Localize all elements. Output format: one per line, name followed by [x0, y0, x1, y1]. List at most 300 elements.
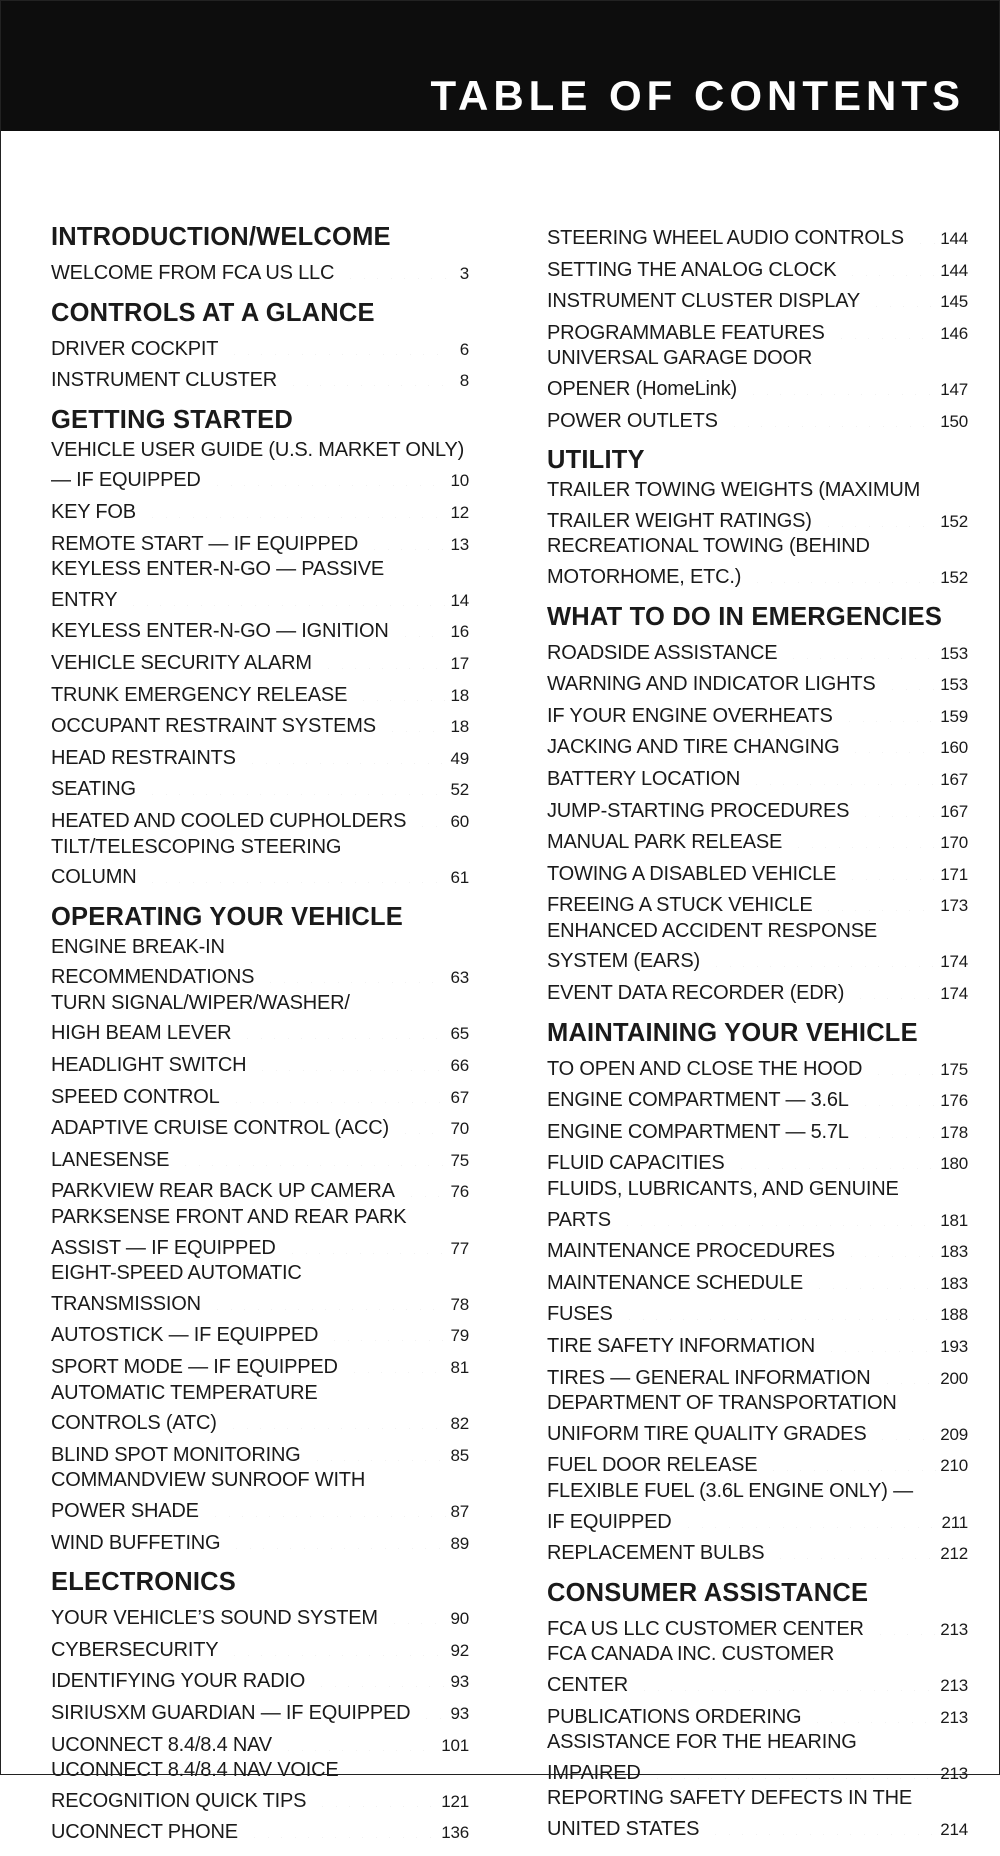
toc-entry[interactable] [547, 1082, 968, 1114]
entry-row [547, 1082, 968, 1114]
entry-row [51, 1695, 469, 1727]
entry-label-line: ENGINE COMPARTMENT — 3.6L [547, 1089, 849, 1112]
dot-leader [710, 943, 936, 967]
dot-leader [286, 1230, 447, 1254]
dot-leader [846, 856, 936, 880]
entry-label-line: ENGINE BREAK-IN [51, 935, 225, 958]
entry-label-line: WELCOME FROM FCA US LLC [51, 262, 335, 284]
toc-entry[interactable] [547, 1479, 968, 1535]
entry-row [51, 708, 469, 740]
page-number: 136 [441, 1823, 469, 1843]
entry-row [547, 729, 968, 761]
dot-leader [751, 559, 936, 583]
entry-row [51, 1493, 469, 1525]
dot-leader [682, 1504, 938, 1528]
dot-leader [709, 1811, 936, 1835]
entry-row [547, 1360, 968, 1392]
section-heading: CONSUMER ASSISTANCE [547, 1578, 869, 1607]
toc-entry[interactable] [547, 346, 968, 402]
dot-leader [146, 859, 446, 883]
toc-section [51, 1566, 469, 1846]
page-number: 150 [940, 411, 968, 431]
toc-entry[interactable] [547, 887, 968, 919]
dot-leader [849, 729, 936, 753]
page-number: 17 [450, 653, 469, 673]
entry-row [51, 1047, 469, 1079]
page-number: 81 [450, 1358, 469, 1377]
dot-leader [348, 1349, 447, 1373]
entry-row [51, 1142, 469, 1174]
dot-leader [859, 1114, 937, 1138]
toc-entry[interactable] [51, 1079, 469, 1111]
entry-row [51, 1437, 469, 1469]
toc-entry[interactable] [51, 494, 469, 526]
entry-row [51, 771, 469, 803]
page-number: 8 [459, 371, 469, 391]
page-number: 188 [940, 1305, 968, 1325]
dot-leader [813, 1265, 936, 1289]
page-number: 200 [940, 1368, 968, 1388]
toc-entry[interactable] [547, 1114, 968, 1146]
toc-entry[interactable] [51, 1349, 469, 1381]
page-number: 167 [940, 769, 968, 789]
dot-leader [146, 494, 447, 518]
entry-row [547, 1145, 968, 1177]
entry-row [547, 856, 968, 888]
toc-entry[interactable] [51, 331, 469, 363]
page-number: 153 [940, 643, 968, 663]
toc-entry[interactable] [51, 1758, 469, 1814]
entry-row [547, 371, 968, 403]
toc-entry[interactable] [547, 220, 968, 252]
toc-column-right [547, 220, 968, 1853]
entry-row [547, 943, 968, 975]
dot-leader [728, 403, 936, 427]
toc-entry[interactable] [51, 1142, 469, 1174]
entry-label-line: IF EQUIPPED [547, 1510, 672, 1533]
entry-label-line: MOTORHOME, ETC.) [547, 565, 742, 588]
entry-label-line: ASSISTANCE FOR THE HEARING [547, 1731, 857, 1754]
page-number: 87 [450, 1501, 469, 1521]
dot-leader [146, 771, 447, 795]
page-number: 183 [940, 1273, 968, 1293]
dot-leader [774, 1535, 936, 1559]
toc-entry[interactable] [547, 856, 968, 888]
page-number: 214 [940, 1819, 968, 1839]
dot-leader [822, 503, 937, 527]
entry-row [547, 559, 968, 591]
page-number: 144 [940, 229, 968, 248]
toc-entry[interactable] [547, 666, 968, 698]
entry-label-line: TRAILER TOWING WEIGHTS (MAXIMUM [547, 479, 921, 502]
entry-row [51, 803, 469, 835]
dot-leader [282, 1727, 437, 1751]
entry-row [547, 1811, 968, 1843]
toc-entry[interactable] [51, 1110, 469, 1142]
toc-entry[interactable] [547, 252, 968, 284]
dot-leader [211, 462, 447, 486]
dot-leader [405, 1173, 447, 1197]
dot-leader [420, 1695, 446, 1719]
page-number: 76 [450, 1182, 469, 1202]
entry-label-line: MAINTENANCE SCHEDULE [547, 1271, 804, 1294]
page-number: 52 [450, 780, 469, 800]
entry-label-line: BATTERY LOCATION [547, 767, 741, 790]
entry-label-line: WIND BUFFETING [51, 1531, 221, 1554]
toc-entry[interactable] [547, 1051, 968, 1083]
toc-entry[interactable] [51, 526, 469, 558]
entry-row [547, 1699, 968, 1731]
entry-label-line: POWER SHADE [51, 1499, 199, 1522]
page-number: 78 [450, 1294, 469, 1314]
entry-label-line: HEAD RESTRAINTS [51, 746, 236, 769]
entry-label-line: ENHANCED ACCIDENT RESPONSE [547, 919, 878, 942]
toc-entry[interactable] [51, 255, 469, 287]
toc-entry[interactable] [51, 1468, 469, 1524]
dot-leader [859, 793, 936, 817]
section-heading: UTILITY [547, 446, 645, 475]
dot-leader [735, 1145, 937, 1169]
toc-entry[interactable] [547, 975, 968, 1007]
toc-entry[interactable] [51, 1663, 469, 1695]
toc-entry[interactable] [547, 1611, 968, 1643]
toc-entry[interactable] [547, 1535, 968, 1567]
toc-entry[interactable] [51, 771, 469, 803]
entry-label-line: MAINTENANCE PROCEDURES [547, 1240, 835, 1263]
entry-row [51, 462, 469, 494]
toc-section [51, 221, 469, 287]
page-number: 121 [441, 1791, 469, 1811]
page-number: 211 [941, 1512, 968, 1532]
entry-row [547, 1416, 968, 1448]
entry-row [547, 975, 968, 1007]
entry-row [51, 362, 469, 394]
entry-label-line: PARKVIEW REAR BACK UP CAMERA [51, 1180, 395, 1203]
entry-label-line: TOWING A DISABLED VEHICLE [547, 862, 837, 885]
entry-row [547, 1328, 968, 1360]
toc-entry[interactable] [547, 729, 968, 761]
dot-leader [264, 959, 446, 983]
toc-entry[interactable] [547, 793, 968, 825]
entry-label-line: VEHICLE USER GUIDE (U.S. MARKET ONLY) [51, 438, 465, 461]
toc-section [51, 901, 469, 1556]
dot-leader [256, 1047, 446, 1071]
entry-label-line: PROGRAMMABLE FEATURES [547, 321, 825, 344]
entry-row [547, 1202, 968, 1234]
page-number: 49 [450, 748, 469, 768]
page-number: 209 [940, 1424, 968, 1444]
toc-section [51, 404, 469, 891]
dot-leader [179, 1142, 446, 1166]
page-number: 213 [940, 1675, 968, 1695]
toc-entry[interactable] [547, 635, 968, 667]
page-number: 6 [459, 339, 469, 359]
dot-leader [209, 1493, 447, 1517]
toc-entry[interactable] [547, 761, 968, 793]
dot-leader [874, 1611, 937, 1635]
toc-entry[interactable] [547, 1145, 968, 1177]
page-number: 16 [450, 622, 469, 642]
page-number: 180 [940, 1154, 968, 1174]
page-number: 152 [940, 511, 968, 531]
entry-label-line: INSTRUMENT CLUSTER DISPLAY [547, 290, 861, 313]
toc-entry[interactable] [547, 1730, 968, 1786]
toc-entry[interactable] [51, 708, 469, 740]
page-number: 13 [450, 534, 469, 554]
page-number: 93 [450, 1703, 469, 1723]
toc-entry[interactable] [547, 1233, 968, 1265]
toc-section [547, 220, 968, 434]
page-number: 92 [450, 1640, 469, 1660]
toc-entry[interactable] [51, 1695, 469, 1727]
dot-leader [248, 1814, 437, 1838]
dot-leader [311, 1437, 447, 1461]
toc-entry[interactable] [51, 935, 469, 991]
dot-leader [230, 1525, 446, 1549]
entry-label-line: VEHICLE SECURITY ALARM [51, 651, 312, 674]
entry-row [51, 959, 469, 991]
dot-leader [870, 283, 936, 307]
dot-leader [399, 1110, 447, 1134]
page-number: 174 [940, 984, 968, 1004]
entry-row [547, 252, 968, 284]
toc-section [547, 1017, 968, 1567]
toc-entry[interactable] [51, 1205, 469, 1261]
toc-entry[interactable] [547, 283, 968, 315]
dot-leader [241, 1015, 446, 1039]
toc-entry[interactable] [547, 403, 968, 435]
entry-label-line: ENTRY [51, 588, 118, 611]
entry-row [547, 1233, 968, 1265]
toc-entry[interactable] [547, 698, 968, 730]
entry-label-line: JUMP-STARTING PROCEDURES [547, 799, 850, 822]
entry-row [547, 635, 968, 667]
toc-entry[interactable] [547, 1786, 968, 1842]
dot-leader [825, 1328, 936, 1352]
entry-label-line: POWER OUTLETS [547, 409, 718, 432]
dot-leader [315, 1663, 446, 1687]
entry-label-line: IDENTIFYING YOUR RADIO [51, 1670, 306, 1693]
toc-entry[interactable] [547, 1177, 968, 1233]
entry-row [51, 526, 469, 558]
toc-entry[interactable] [51, 740, 469, 772]
toc-entry[interactable] [547, 1360, 968, 1392]
entry-label-line: EIGHT-SPEED AUTOMATIC [51, 1262, 302, 1285]
page-number: 212 [940, 1544, 968, 1564]
toc-entry[interactable] [51, 1525, 469, 1557]
entry-label-line: COMMANDVIEW SUNROOF WITH [51, 1469, 366, 1492]
entry-label-line: CENTER [547, 1673, 629, 1696]
page-number: 176 [940, 1091, 968, 1111]
entry-row [547, 503, 968, 535]
toc-entry[interactable] [51, 613, 469, 645]
toc-entry[interactable] [547, 824, 968, 856]
entry-label-line: TRAILER WEIGHT RATINGS) [547, 509, 812, 532]
toc-entry[interactable] [51, 645, 469, 677]
page-title: TABLE OF CONTENTS [430, 72, 965, 119]
entry-label-line: UNIFORM TIRE QUALITY GRADES [547, 1422, 867, 1445]
toc-entry[interactable] [51, 362, 469, 394]
section-heading: OPERATING YOUR VEHICLE [51, 902, 403, 931]
page-number: 93 [450, 1672, 469, 1692]
entry-label-line: FCA US LLC CUSTOMER CENTER [547, 1617, 864, 1640]
entry-label-line: FREEING A STUCK VEHICLE [547, 894, 813, 917]
entry-label-line: FCA CANADA INC. CUSTOMER [547, 1643, 835, 1666]
dot-leader [876, 1416, 936, 1440]
entry-label-line: — IF EQUIPPED [51, 469, 201, 492]
page-number: 18 [450, 717, 469, 737]
toc-entry[interactable] [51, 677, 469, 709]
toc-entry[interactable] [547, 1265, 968, 1297]
dot-leader [767, 1447, 936, 1471]
entry-label-line: UNITED STATES [547, 1817, 700, 1840]
dot-leader [623, 1296, 937, 1320]
entry-label-line: SIRIUSXM GUARDIAN — IF EQUIPPED [51, 1701, 411, 1724]
entry-label-line: PUBLICATIONS ORDERING [547, 1705, 802, 1728]
entry-label-line: DRIVER COCKPIT [51, 337, 219, 360]
toc-entry[interactable] [51, 1437, 469, 1469]
toc-entry[interactable] [51, 1381, 469, 1437]
page-number: 77 [450, 1238, 469, 1258]
entry-row [51, 1079, 469, 1111]
entry-label-line: SYSTEM (EARS) [547, 950, 700, 973]
dot-leader [227, 1405, 447, 1429]
page-number: 101 [441, 1735, 469, 1755]
section-heading: MAINTAINING YOUR VEHICLE [547, 1018, 918, 1047]
page-number: 171 [940, 864, 968, 884]
section-heading: ELECTRONICS [51, 1568, 236, 1597]
entry-label-line: OPENER (HomeLink) [547, 377, 737, 400]
page-number: 167 [940, 801, 968, 821]
page-number: 145 [940, 292, 968, 312]
entry-label-line: SPORT MODE — IF EQUIPPED [51, 1356, 338, 1378]
dot-leader [211, 1286, 447, 1310]
toc-entry[interactable] [547, 1328, 968, 1360]
entry-label-line: OCCUPANT RESTRAINT SYSTEMS [51, 715, 376, 738]
toc-entry[interactable] [547, 1447, 968, 1479]
dot-leader [368, 526, 446, 550]
page-number: 79 [450, 1326, 469, 1346]
toc-section [547, 601, 968, 1007]
dot-leader [316, 1783, 437, 1807]
entry-label-line: KEYLESS ENTER-N-GO — PASSIVE [51, 558, 385, 581]
entry-label-line: DEPARTMENT OF TRANSPORTATION [547, 1392, 897, 1415]
entry-row [547, 1051, 968, 1083]
page-number: 85 [450, 1445, 469, 1465]
entry-label-line: UNIVERSAL GARAGE DOOR [547, 347, 813, 370]
toc-entry[interactable] [51, 1632, 469, 1664]
toc-entry[interactable] [51, 438, 469, 494]
entry-row [51, 613, 469, 645]
entry-label-line: RECREATIONAL TOWING (BEHIND [547, 535, 870, 558]
dot-leader [357, 677, 446, 701]
page-number: 14 [450, 590, 469, 610]
toc-entry[interactable] [51, 803, 469, 835]
entry-row [51, 494, 469, 526]
dot-leader [859, 1082, 937, 1106]
page-number: 160 [940, 738, 968, 758]
toc-entry[interactable] [547, 534, 968, 590]
page-number: 146 [940, 323, 968, 343]
dot-leader [287, 362, 447, 386]
entry-label-line: MANUAL PARK RELEASE [547, 831, 783, 854]
entry-label-line: FLEXIBLE FUEL (3.6L ENGINE ONLY) — [547, 1479, 913, 1502]
page-number: 75 [450, 1150, 469, 1170]
entry-label-line: ENGINE COMPARTMENT — 5.7L [547, 1120, 849, 1143]
entry-row [51, 582, 469, 614]
toc-entry[interactable] [547, 1699, 968, 1731]
entry-label-line: WARNING AND INDICATOR LIGHTS [547, 673, 876, 696]
entry-label-line: PARTS [547, 1208, 611, 1231]
toc-entry[interactable] [51, 1317, 469, 1349]
entry-row [547, 1535, 968, 1567]
toc-entry[interactable] [547, 1391, 968, 1447]
entry-label-line: PARKSENSE FRONT AND REAR PARK [51, 1206, 407, 1229]
dot-leader [230, 1079, 447, 1103]
toc-entry[interactable] [51, 1600, 469, 1632]
toc-entry[interactable] [51, 835, 469, 891]
entry-label-line: AUTOMATIC TEMPERATURE [51, 1381, 318, 1404]
entry-label-line: IMPAIRED [547, 1761, 641, 1784]
entry-label-line: SEATING [51, 778, 136, 801]
dot-leader [621, 1202, 936, 1226]
entry-label-line: FLUID CAPACITIES [547, 1152, 725, 1175]
entry-row [547, 824, 968, 856]
entry-label-line: REPORTING SAFETY DEFECTS IN THE [547, 1787, 912, 1810]
entry-label-line: REMOTE START — IF EQUIPPED [51, 532, 359, 555]
entry-row [51, 677, 469, 709]
toc-entry[interactable] [51, 1814, 469, 1846]
entry-label-line: RECOGNITION QUICK TIPS [51, 1789, 307, 1812]
entry-row [51, 1663, 469, 1695]
dot-leader [835, 315, 937, 339]
entry-row [51, 1173, 469, 1205]
toc-entry[interactable] [547, 919, 968, 975]
section-heading: INTRODUCTION/WELCOME [51, 223, 391, 251]
toc-entry[interactable] [547, 1296, 968, 1328]
toc-entry[interactable] [51, 1047, 469, 1079]
entry-row [547, 1504, 968, 1536]
entry-row [51, 1286, 469, 1318]
page-number: 213 [940, 1619, 968, 1639]
toc-entry[interactable] [51, 557, 469, 613]
entry-label-line: HIGH BEAM LEVER [51, 1022, 232, 1045]
entry-label-line: STEERING WHEEL AUDIO CONTROLS [547, 227, 904, 249]
page-number: 175 [940, 1059, 968, 1079]
dot-leader [846, 252, 936, 276]
entry-row [51, 1525, 469, 1557]
entry-row [51, 1317, 469, 1349]
entry-label-line: RECOMMENDATIONS [51, 966, 255, 989]
entry-label-line: TO OPEN AND CLOSE THE HOOD [547, 1057, 863, 1080]
toc-entry[interactable] [547, 1642, 968, 1698]
toc-entry[interactable] [51, 1173, 469, 1205]
toc-entry[interactable] [547, 315, 968, 347]
entry-label-line: EVENT DATA RECORDER (EDR) [547, 982, 845, 1005]
dot-leader [416, 803, 446, 827]
page-number: 65 [450, 1024, 469, 1044]
header-bar [1, 1, 999, 131]
dot-leader [651, 1755, 937, 1779]
entry-row [547, 1447, 968, 1479]
toc-entry[interactable] [547, 478, 968, 534]
page-number: 10 [450, 471, 469, 491]
toc-entry[interactable] [51, 991, 469, 1047]
entry-row [547, 793, 968, 825]
entry-row [547, 666, 968, 698]
toc-entry[interactable] [51, 1261, 469, 1317]
toc-entry[interactable] [51, 1727, 469, 1759]
